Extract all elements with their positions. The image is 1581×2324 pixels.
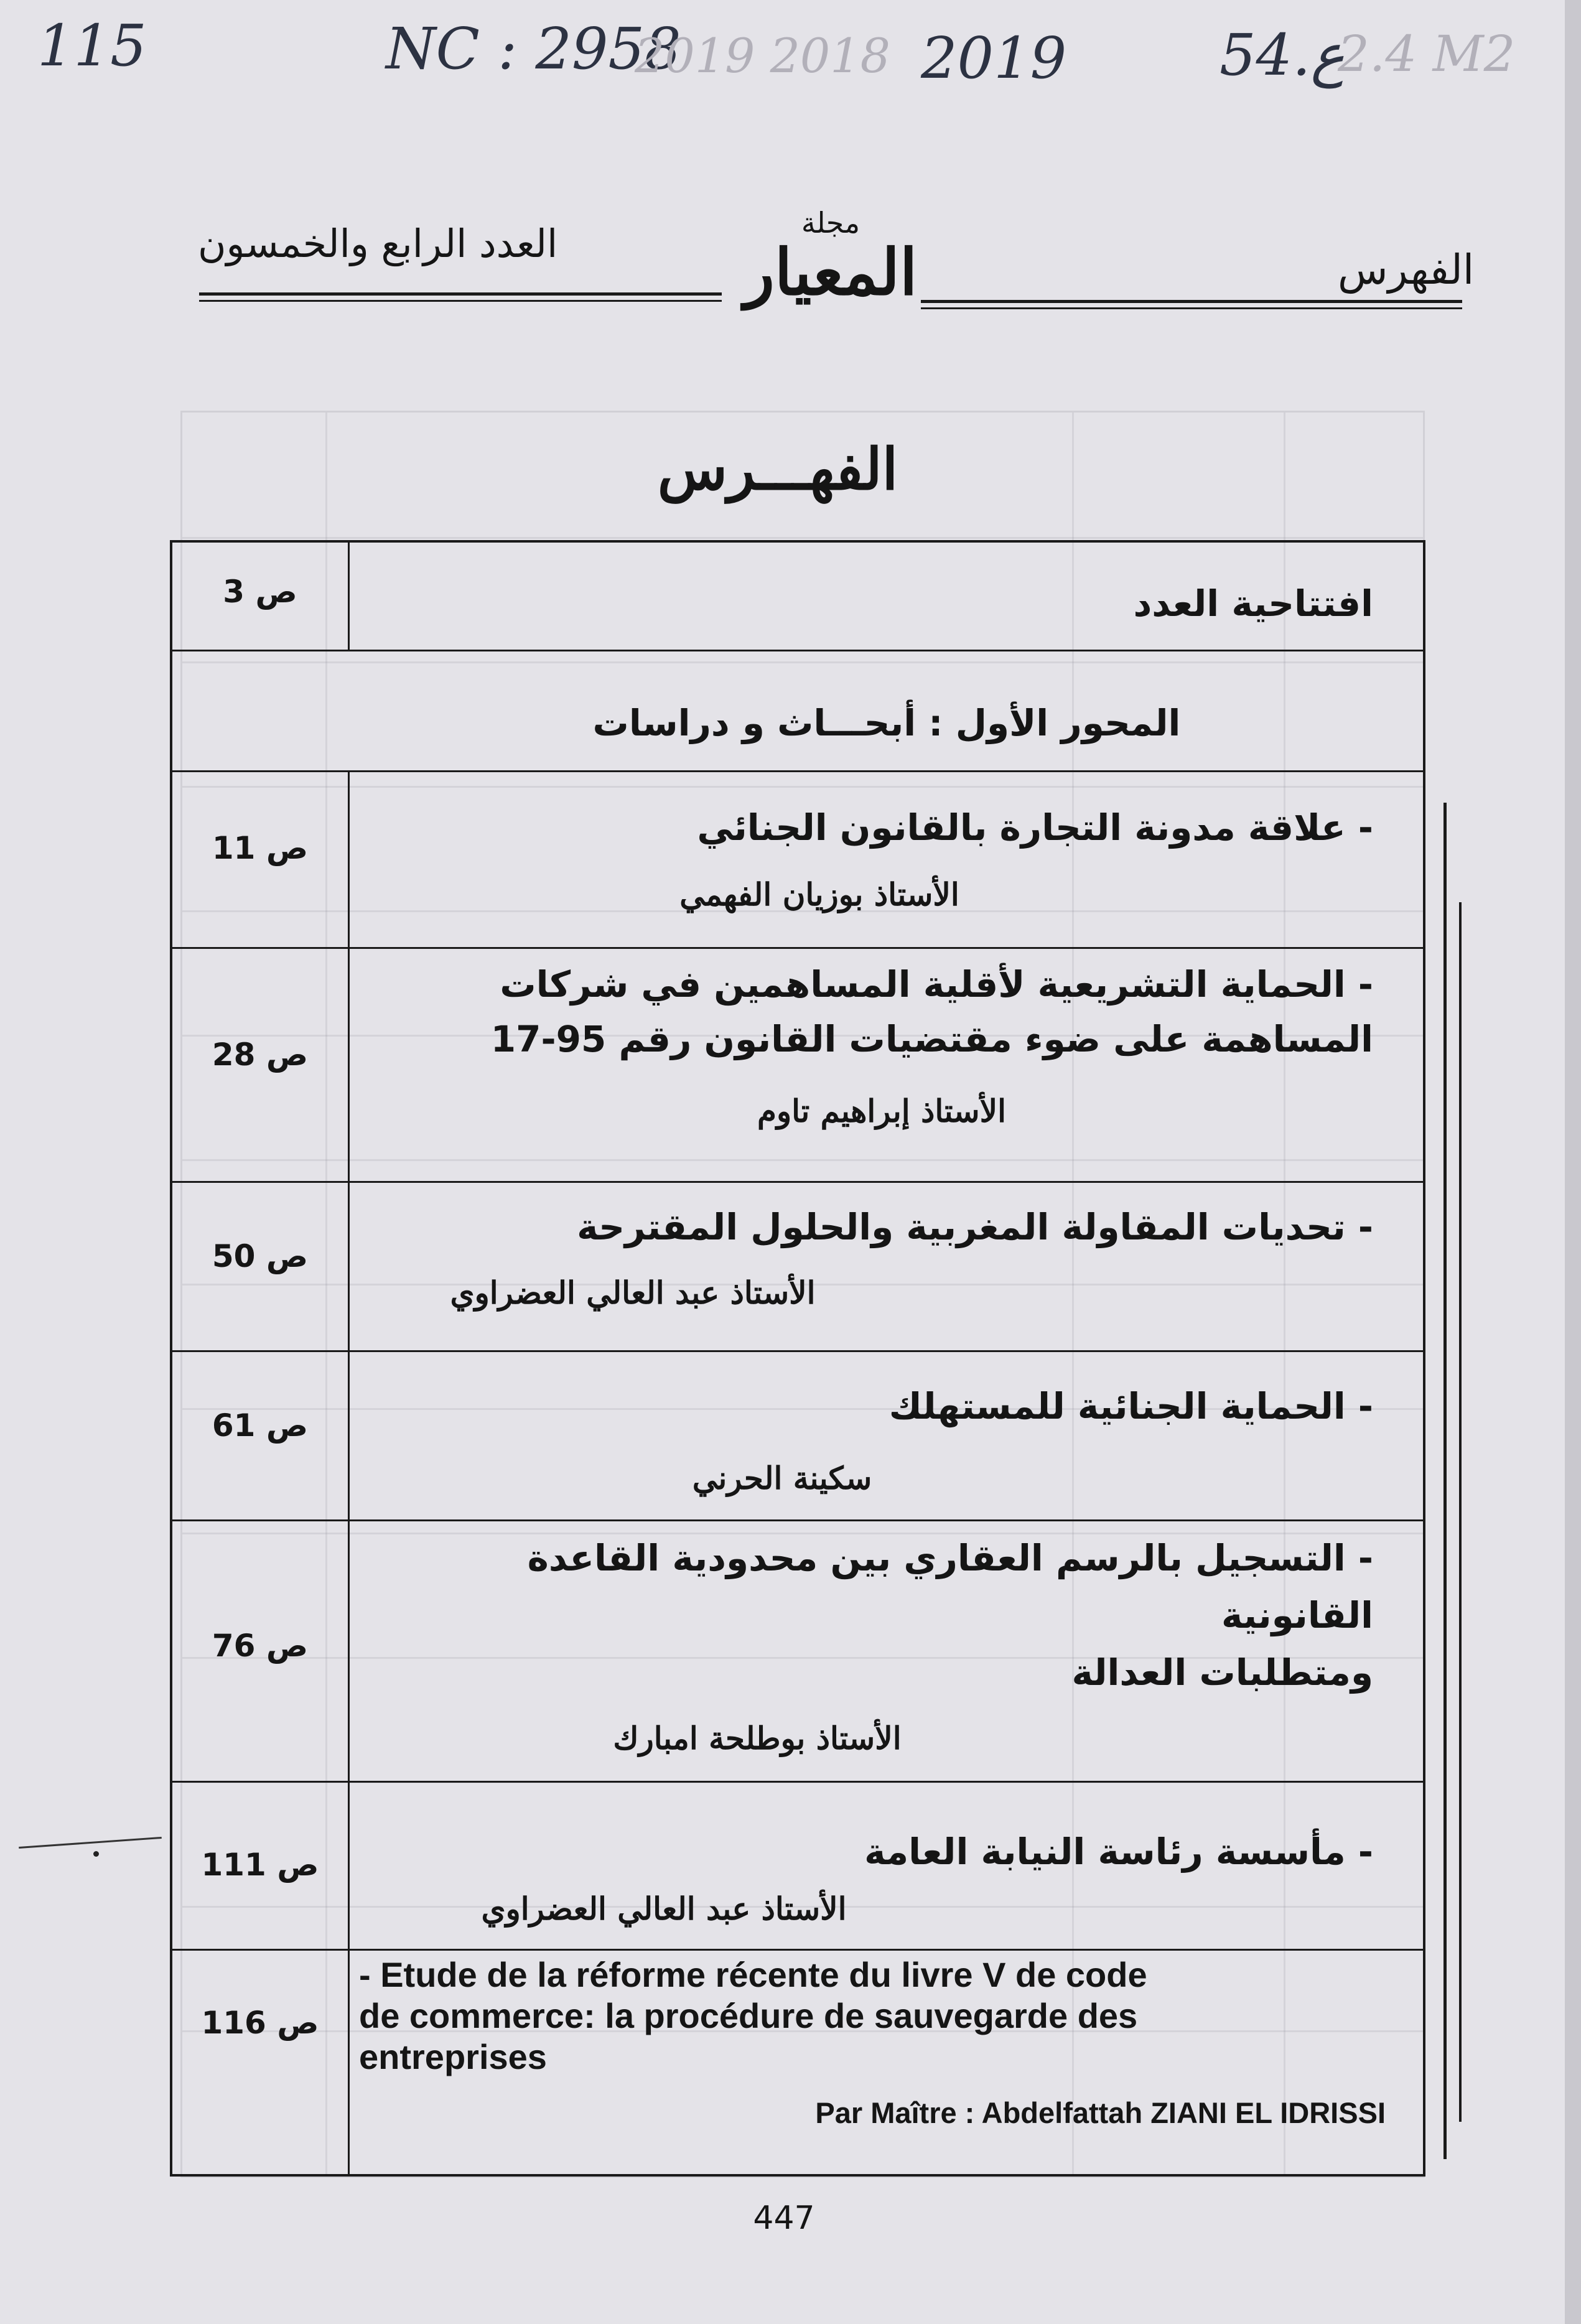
page-number: 447 [753, 2200, 815, 2237]
logo-big-text: المعيار [744, 235, 918, 310]
toc-entry-title-line-3: ومتطلبات العدالة [1071, 1651, 1373, 1694]
toc-entry-title-line-1: - التسجيل بالرسم العقاري بين محدودية القاعدة [527, 1537, 1373, 1579]
toc-page-cell [172, 1350, 350, 1519]
toc-page-cell [172, 1949, 350, 2174]
toc-entry-title: - علاقة مدونة التجارة بالقانون الجنائي [697, 806, 1373, 849]
toc-page-number: ص 111 [201, 1847, 319, 1883]
margin-rule-outer [1443, 803, 1447, 2159]
toc-entry-title-line-2: المساهمة على ضوء مقتضيات القانون رقم 95-17 [490, 1018, 1373, 1060]
pen-dot [93, 1851, 99, 1857]
toc-page-cell [172, 543, 350, 650]
handwritten-issue-mark: 54.ع [1220, 22, 1345, 88]
toc-entry-title-line-1: - Etude de la réforme récente du livre V de code [359, 1955, 1147, 1994]
header-rule-right-bottom [921, 307, 1462, 309]
toc-page-cell [172, 770, 350, 947]
toc-title: الفهـــرس [657, 436, 898, 503]
toc-table [170, 540, 1425, 2177]
toc-entry-author: الأستاذ بوطلحة امبارك [613, 1720, 902, 1757]
logo-small-text: مجلة [801, 206, 860, 240]
pen-mark [19, 1837, 162, 1849]
toc-row [172, 1949, 1423, 2174]
header-rule-left-bottom [199, 300, 722, 302]
toc-page-cell [172, 1181, 350, 1350]
handwritten-accession-number: 115 [37, 12, 147, 79]
handwritten-year: 2019 [921, 25, 1067, 91]
toc-page-number: ص 3 [223, 574, 297, 610]
toc-entry-title-line-2: de commerce: la procédure de sauvegarde des [359, 1996, 1138, 2035]
toc-row [172, 543, 1423, 651]
toc-entry-author: الأستاذ عبد العالي العضراوي [481, 1890, 847, 1927]
toc-row [172, 1181, 1423, 1352]
toc-entry-title-line-3: entreprises [359, 2037, 547, 2076]
toc-page-cell [172, 1781, 350, 1949]
toc-entry-title: - مأسسة رئاسة النيابة العامة [864, 1831, 1373, 1873]
toc-row [172, 947, 1423, 1183]
header-rule-right-top [921, 300, 1462, 303]
toc-row [172, 1519, 1423, 1783]
bleed-through-text-right: 2.4 M2 [1338, 25, 1516, 83]
journal-logo [734, 205, 927, 311]
toc-page-number: ص 11 [212, 830, 309, 866]
toc-page-number: ص 28 [212, 1037, 309, 1073]
header-rule-left-top [199, 292, 722, 296]
toc-page-number: ص 50 [212, 1238, 309, 1274]
toc-page-number: ص 61 [212, 1407, 309, 1444]
toc-entry-title: افتتاحية العدد [1133, 582, 1373, 625]
page-edge-shadow [1565, 0, 1581, 2324]
toc-entry-title: - الحماية الجنائية للمستهلك [888, 1385, 1373, 1427]
margin-rule-inner [1459, 902, 1462, 2122]
toc-page-number: ص 116 [201, 2005, 319, 2041]
toc-page-cell [172, 1519, 350, 1781]
toc-section-heading: المحور الأول : أبحـــاث و دراسات [592, 702, 1181, 744]
bleed-through-text-mid: 2019 2018 [635, 28, 890, 83]
toc-row [172, 1781, 1423, 1951]
toc-entry-title-line-2: القانونية [1221, 1594, 1373, 1636]
toc-entry-author: الأستاذ إبراهيم تاوم [757, 1093, 1006, 1129]
toc-row [172, 650, 1423, 772]
toc-entry-title: - تحديات المقاولة المغربية والحلول المقترحة [577, 1206, 1373, 1248]
header-issue-label: العدد الرابع والخمسون [198, 221, 558, 266]
toc-entry-title-line-1: - الحماية التشريعية لأقلية المساهمين في شركات [500, 963, 1373, 1006]
toc-page-cell [172, 947, 350, 1181]
header-section-label: الفهرس [1338, 246, 1475, 294]
toc-entry-author: الأستاذ عبد العالي العضراوي [450, 1274, 816, 1311]
handwritten-call-number: NC : 2958 [386, 16, 681, 82]
toc-row [172, 1350, 1423, 1521]
toc-row [172, 770, 1423, 949]
toc-entry-author: الأستاذ بوزيان الفهمي [679, 876, 959, 913]
toc-entry-author: سكينة الحرني [692, 1460, 872, 1496]
toc-page-number: ص 76 [212, 1628, 309, 1664]
toc-entry-author: Par Maître : Abdelfattah ZIANI EL IDRISSI [815, 2096, 1386, 2129]
